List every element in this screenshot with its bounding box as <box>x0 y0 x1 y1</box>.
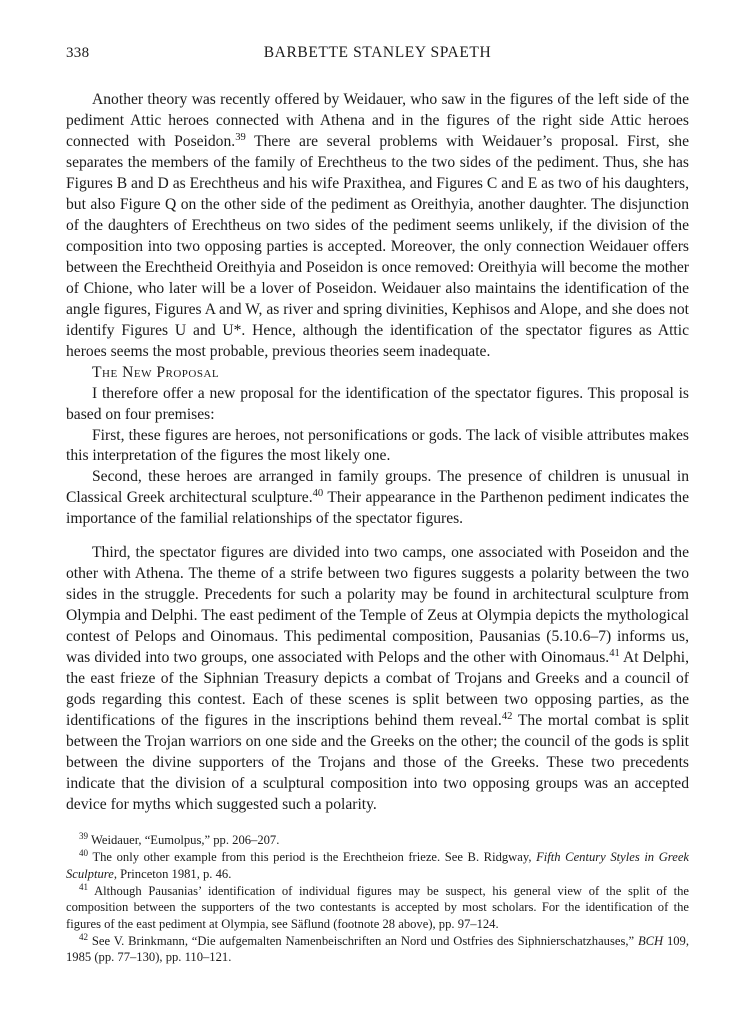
footnotes-block <box>66 832 689 966</box>
italic-title: BCH <box>637 934 664 949</box>
footnote-reference[interactable]: 41 <box>609 648 620 659</box>
italic-title: Fifth Century Styles in Greek Sculpture <box>66 850 690 881</box>
footnote: $^{41}$ Although Pausanias’ identification of individual figures may be suspect, his general view of the split of the composition between the supporters of the two contestants is accepted by most scholars. For the identification of the figures of the east pediment at Olympia, see Säflund (footnote 28 above), pp. 97–124. <box>66 881 689 931</box>
running-head <box>66 44 689 64</box>
body-paragraph: First, these figures are heroes, not personifications or gods. The lack of visible attributes makes this interpretation of the figures the most likely one. <box>66 426 689 465</box>
running-title: BARBETTE STANLEY SPAETH <box>263 44 492 61</box>
body-paragraph: Another theory was recently offered by Weidauer, who saw in the figures of the left side of the pediment Attic heroes connected with Athena and in the figures of the right side Attic heroes connected with Poseidon.$^{39}$ There are several problems with Weidauer’s proposal. First, she separates the members of the family of Erechtheus to the two sides of the pediment. Thus, she has Figures B and D as Erechtheus and his wife Praxithea, and Figures C and E as two of his daughters, but also Figure Q on the other side of the pediment as Oreithyia, another daughter. The disjunction of the daughters of Erechtheus on two sides of the pediment seems unlikely, if the division of the composition into two opposing parties is accepted. Moreover, the only connection Weidauer offers between the Erechtheid Oreithyia and Poseidon is once removed: Oreithyia will become the mother of Chione, who later will be a lover of Poseidon. Weidauer also maintains the identification of the angle figures, Figures A and W, as river and spring divinities, Kephisos and Alope, and she does not identify Figures U and U*. Hence, although the identification of the spectator figures as Attic heroes seems the most probable, previous theories seem inadequate. <box>66 91 689 360</box>
footnote-marker: 42 <box>79 931 89 942</box>
footnote-marker: 40 <box>79 848 89 859</box>
body-paragraph: Second, these heroes are arranged in family groups. The presence of children is unusual in Classical Greek architectural sculpture.$^{40}$ Their appearance in the Parthenon pediment indicates the importance of the familial relationships of the spectator figures. <box>66 468 689 528</box>
body-paragraph: Third, the spectator figures are divided into two camps, one associated with Poseidon and the other with Athena. The theme of a strife between two figures suggests a polarity between the two sides in the struggle. Precedents for such a polarity may be found in architectural sculpture from Olympia and Delphi. The east pediment of the Temple of Zeus at Olympia depicts the mythological contest of Pelops and Oinomaus. This pedimental composition, Pausanias (5.10.6–7) informs us, was divided into two groups, one associated with Pelops and the other with Oinomaus.$^{41}$ At Delphi, the east frieze of the Siphnian Treasury depicts a combat of Trojans and Greeks and a council of gods regarding this contest. Each of these scenes is split between two opposing parties, as the identifications of the figures in the inscriptions behind them reveal.$^{42}$ The mortal combat is split between the Trojan warriors on one side and the Greeks on the other; the council of the gods is split between the divine supporters of the Trojans and those of the Greeks. These two precedents indicate that the division of a sculptural composition into two opposing groups was an accepted device for myths which suggested such a polarity. <box>66 544 689 813</box>
footnote-reference[interactable]: 39 <box>235 131 246 143</box>
footnote-reference[interactable]: 42 <box>501 710 513 722</box>
section-heading: The New Proposal <box>92 363 220 381</box>
footnote: $^{39}$ Weidauer, “Eumolpus,” pp. 206–207. <box>79 830 280 847</box>
footnote-list <box>66 832 689 966</box>
paragraph-block-before-heading <box>66 90 689 363</box>
footnote-reference[interactable]: 40 <box>312 488 324 500</box>
page-number: 338 <box>66 45 90 61</box>
footnote-marker: 39 <box>79 830 89 841</box>
body-column <box>66 90 689 816</box>
paragraph-block-after-heading <box>66 384 689 816</box>
footnote: $^{40}$ The only other example from this period is the Erechtheion frieze. See B. Ridgway, Fifth Century Styles in Greek Sculpture, Princeton 1981, p. 46. <box>66 848 690 881</box>
footnote-marker: 41 <box>79 881 89 892</box>
footnote: $^{42}$ See V. Brinkmann, “Die aufgemalten Namenbeischriften an Nord und Ostfries des Siphnierschatzhauses,” BCH 109, 1985 (pp. 77–130), pp. 110–121. <box>66 931 689 965</box>
body-paragraph: I therefore offer a new proposal for the identification of the spectator figures. This proposal is based on four premises: <box>66 384 689 423</box>
